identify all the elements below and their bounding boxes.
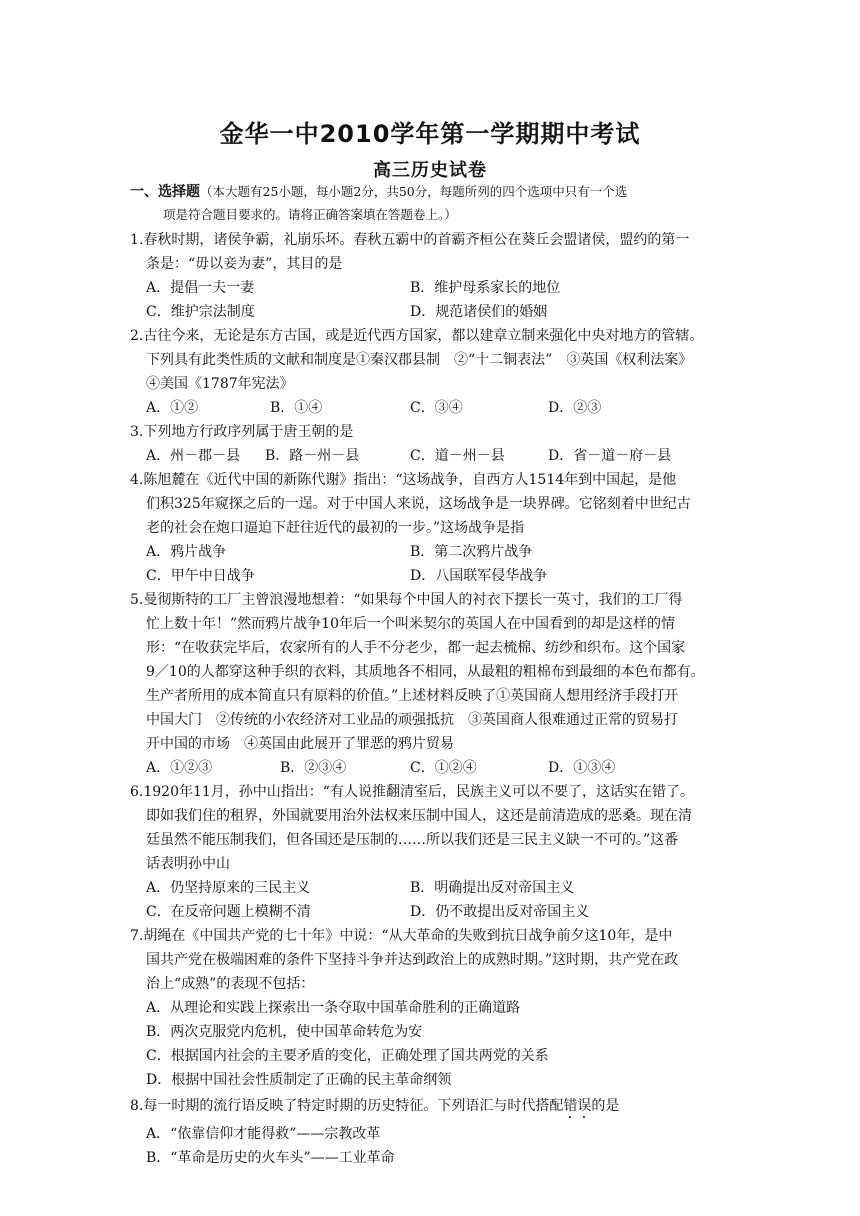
question-stem-line: 5.曼彻斯特的工厂主曾浪漫地想着：“如果每个中国人的衬衣下摆长一英寸，我们的工厂得 (130, 592, 683, 608)
question-stem-line: 国共产党在极端困难的条件下坚持斗争并达到政治上的成熟时期。”这时期，共产党在政 (146, 952, 679, 968)
question-stem-line: ④美国《1787年宪法》 (146, 376, 294, 392)
stem-text: 的是 (591, 1098, 620, 1114)
option-a: A．提倡一夫一妻 (146, 280, 255, 296)
question-stem-line: 话表明孙中山 (146, 856, 230, 872)
option-c: C．维护宗法制度 (146, 304, 255, 320)
question-stem-line: 下列具有此类性质的文献和制度是①秦汉郡县制 ②“十二铜表法” ③英国《权利法案》 (146, 352, 693, 368)
option-c: C．道－州－县 (410, 448, 505, 464)
question-stem-line: 老的社会在炮口逼迫下赶往近代的最初的一步。”这场战争是指 (146, 520, 525, 536)
question-stem-line (130, 1097, 619, 1122)
option-b: B．维护母系家长的地位 (410, 280, 561, 296)
option-a: A．州－郡－县 (146, 448, 241, 464)
question-stem-line: 们积325年窥探之后的一逞。对于中国人来说，这场战争是一块界碑。它铭刻着中世纪古 (146, 496, 691, 512)
option-b: B．明确提出反对帝国主义 (410, 880, 575, 896)
option-c: C．在反帝问题上模糊不清 (146, 904, 311, 920)
option-b: B．两次克服党内危机，使中国革命转危为安 (146, 1024, 423, 1040)
option-a: A．鸦片战争 (146, 544, 227, 560)
question-stem-line: 开中国的市场 ④英国由此展开了罪恶的鸦片贸易 (146, 736, 454, 752)
section-instructions: （本大题有25小题，每小题2分，共50分，每题所列的四个选项中只有一个选 (200, 184, 628, 199)
section-instructions-cont: 项是符合题目要求的。请将正确答案填在答题卷上。） (163, 207, 457, 222)
question-stem-line: 1.春秋时期，诸侯争霸，礼崩乐坏。春秋五霸中的首霸齐桓公在葵丘会盟诸侯，盟约的第一 (130, 232, 690, 248)
option-d: D．②③ (548, 400, 602, 416)
option-b: B．路－州－县 (265, 448, 360, 464)
section-heading: 一、选择题 (130, 184, 200, 200)
option-d: D．八国联军侵华战争 (410, 568, 548, 584)
question-stem-line: 条是：“毋以妾为妻”，其目的是 (146, 256, 343, 272)
option-a: A．①②③ (146, 760, 213, 776)
question-stem-line: 治上“成熟”的表现不包括： (146, 976, 315, 992)
option-a: A．“依靠信仰才能得救”——宗教改革 (146, 1126, 381, 1142)
option-d: D．规范诸侯们的婚姻 (410, 304, 548, 320)
option-a: A．从理论和实践上探索出一条夺取中国革命胜利的正确道路 (146, 1000, 521, 1016)
option-b: B．①④ (270, 400, 323, 416)
question-stem-line: 4.陈旭麓在《近代中国的新陈代谢》指出：“这场战争，自西方人1514年到中国起，是他 (130, 472, 677, 488)
exam-subtitle: 高三历史试卷 (373, 160, 487, 181)
option-c: C．甲午中日战争 (146, 568, 255, 584)
option-c: C．根据国内社会的主要矛盾的变化，正确处理了国共两党的关系 (146, 1048, 549, 1064)
section-heading-line (130, 183, 627, 201)
question-stem-line: 3.下列地方行政序列属于唐王朝的是 (130, 424, 354, 440)
option-d: D．①③④ (548, 760, 616, 776)
question-stem-line: 中国大门 ②传统的小农经济对工业品的顽强抵抗 ③英国商人很难通过正常的贸易打 (146, 712, 678, 728)
option-b: B．第二次鸦片战争 (410, 544, 533, 560)
option-a: A．①② (146, 400, 199, 416)
question-stem-line: 9／10的人都穿这种手织的衣料，其质地各不相同，从最粗的粗棉布到最细的本色布都有。 (146, 664, 705, 680)
option-c: C．③④ (410, 400, 463, 416)
question-stem-line: 形：“在收获完毕后，农家所有的人手不分老少，都一起去梳棉、纺纱和织布。这个国家 (146, 640, 686, 656)
option-d: D．省－道－府－县 (548, 448, 672, 464)
question-stem-line: 廷虽然不能压制我们，但各国还是压制的……所以我们还是三民主义缺一不可的。”这番 (146, 832, 679, 848)
question-stem-line: 2.古往今来，无论是东方古国，或是近代西方国家，都以建章立制来强化中央对地方的管辖。 (130, 328, 704, 344)
option-b: B．②③④ (280, 760, 347, 776)
option-b: B．“革命是历史的火车头”——工业革命 (146, 1150, 395, 1166)
exam-title: 金华一中2010学年第一学期期中考试 (219, 120, 641, 148)
emphasis-text: 错误 (563, 1098, 592, 1114)
question-stem-line: 即如我们住的租界，外国就要用治外法权来压制中国人，这还是前清造成的恶桑。现在清 (146, 808, 692, 824)
question-stem-line: 忙上数十年！”然而鸦片战争10年后一个叫米契尔的英国人在中国看到的却是这样的情 (146, 616, 675, 632)
option-a: A．仍坚持原来的三民主义 (146, 880, 311, 896)
question-stem-line: 7.胡绳在《中国共产党的七十年》中说：“从大革命的失败到抗日战争前夕这10年，是中 (130, 928, 673, 944)
option-d: D．根据中国社会性质制定了正确的民主革命纲领 (146, 1072, 452, 1088)
option-c: C．①②④ (410, 760, 477, 776)
stem-text: 8.每一时期的流行语反映了特定时期的历史特征。下列语汇与时代搭配 (130, 1098, 564, 1114)
option-d: D．仍不敢提出反对帝国主义 (410, 904, 590, 920)
question-stem-line: 6.1920年11月，孙中山指出：“有人说推翻清室后，民族主义可以不要了，这话实在错了。 (130, 784, 694, 800)
question-stem-line: 生产者所用的成本简直只有原料的价值。”上述材料反映了①英国商人想用经济手段打开 (146, 688, 679, 704)
